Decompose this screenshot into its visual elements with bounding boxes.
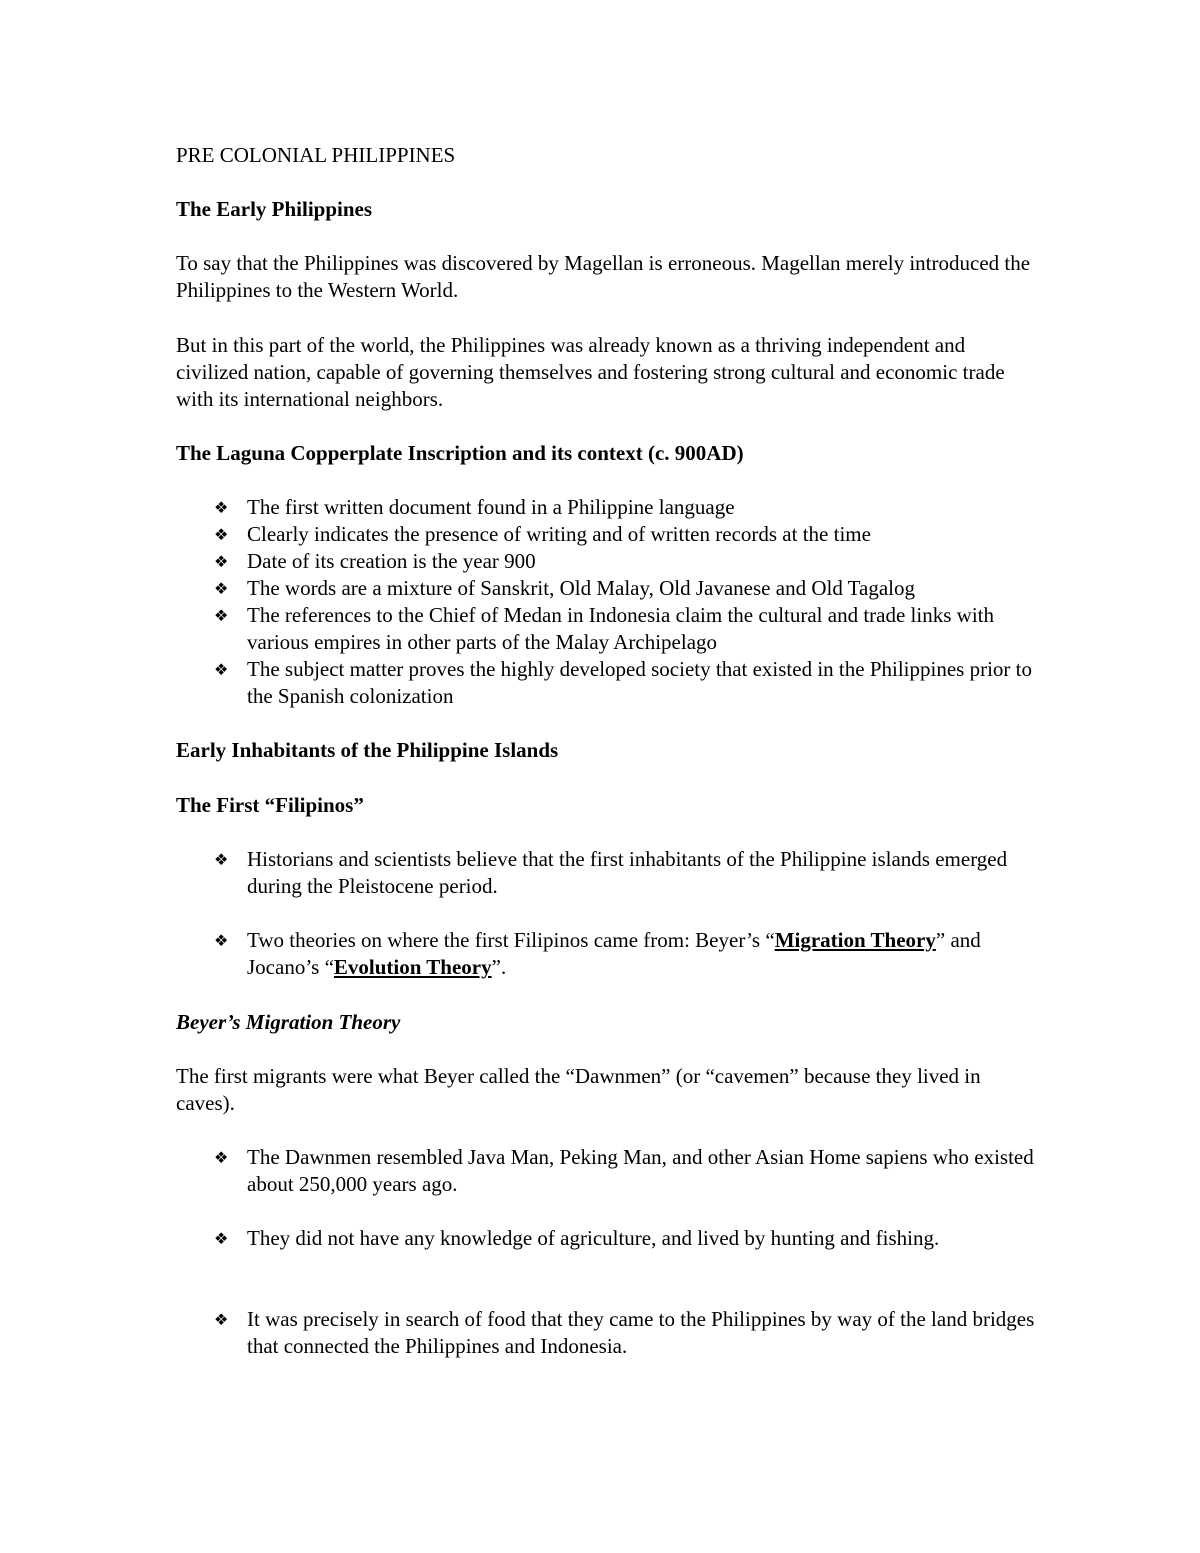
list-item: ❖ Historians and scientists believe that the first inhabitants of the Philippine islands emerged during the Pleistocene period.	[214, 847, 1008, 898]
beyer-list-1	[176, 1144, 1036, 1198]
list-item: ❖ It was precisely in search of food that they came to the Philippines by way of the land bridges that connected the Philippines and Indonesia.	[214, 1307, 1035, 1358]
diamond-bullet-icon: ❖	[214, 525, 229, 544]
list-item: ❖ The first written document found in a Philippine language	[214, 495, 735, 519]
evolution-theory-link[interactable]: Evolution Theory	[333, 955, 492, 979]
heading-early-inhabitants: Early Inhabitants of the Philippine Islands	[176, 738, 559, 762]
first-filipinos-list-2	[176, 927, 1036, 981]
paragraph-dawnmen: The first migrants were what Beyer called the “Dawnmen” (or “cavemen” because they lived in caves).	[176, 1064, 981, 1115]
diamond-bullet-icon: ❖	[214, 1310, 229, 1329]
diamond-bullet-icon: ❖	[214, 498, 229, 517]
list-item: ❖ They did not have any knowledge of agriculture, and lived by hunting and fishing.	[214, 1226, 940, 1250]
migration-theory-link[interactable]: Migration Theory	[774, 928, 936, 952]
list-item: ❖ Two theories on where the first Filipinos came from: Beyer’s “Migration Theory” and Jocano’s “Evolution Theory”.	[214, 928, 981, 979]
diamond-bullet-icon: ❖	[214, 606, 229, 625]
paragraph-magellan: To say that the Philippines was discovered by Magellan is erroneous. Magellan merely introduced the Philippines to the Western World.	[176, 251, 1031, 302]
diamond-bullet-icon: ❖	[214, 1148, 229, 1167]
paragraph-thriving-nation: But in this part of the world, the Philippines was already known as a thriving independent and civilized nation, capable of governing themselves and fostering strong cultural and economic trade with its international neighbors.	[176, 333, 1005, 411]
page-title: PRE COLONIAL PHILIPPINES	[176, 143, 456, 167]
list-item: ❖ The references to the Chief of Medan in Indonesia claim the cultural and trade links with various empires in other parts of the Malay Archipelago	[214, 603, 994, 654]
diamond-bullet-icon: ❖	[214, 552, 229, 571]
heading-first-filipinos: The First “Filipinos”	[176, 793, 364, 817]
diamond-bullet-icon: ❖	[214, 660, 229, 679]
list-item: ❖ Date of its creation is the year 900	[214, 549, 536, 573]
heading-beyer-migration-theory: Beyer’s Migration Theory	[176, 1010, 401, 1034]
first-filipinos-list-1	[176, 846, 1036, 900]
diamond-bullet-icon: ❖	[214, 850, 229, 869]
list-item: ❖ The Dawnmen resembled Java Man, Peking Man, and other Asian Home sapiens who existed about 250,000 years ago.	[214, 1145, 1034, 1196]
list-item: ❖ The words are a mixture of Sanskrit, Old Malay, Old Javanese and Old Tagalog	[214, 576, 916, 600]
diamond-bullet-icon: ❖	[214, 931, 229, 950]
list-item: ❖ The subject matter proves the highly developed society that existed in the Philippines prior to the Spanish colonization	[214, 657, 1032, 708]
list-item: ❖ Clearly indicates the presence of writing and of written records at the time	[214, 522, 871, 546]
heading-laguna-copperplate: The Laguna Copperplate Inscription and its context (c. 900AD)	[176, 441, 744, 465]
diamond-bullet-icon: ❖	[214, 1229, 229, 1248]
beyer-list-2	[176, 1225, 1036, 1252]
heading-early-philippines: The Early Philippines	[176, 197, 373, 221]
beyer-list-3	[176, 1306, 1036, 1360]
laguna-bullet-list	[176, 494, 1036, 710]
diamond-bullet-icon: ❖	[214, 579, 229, 598]
